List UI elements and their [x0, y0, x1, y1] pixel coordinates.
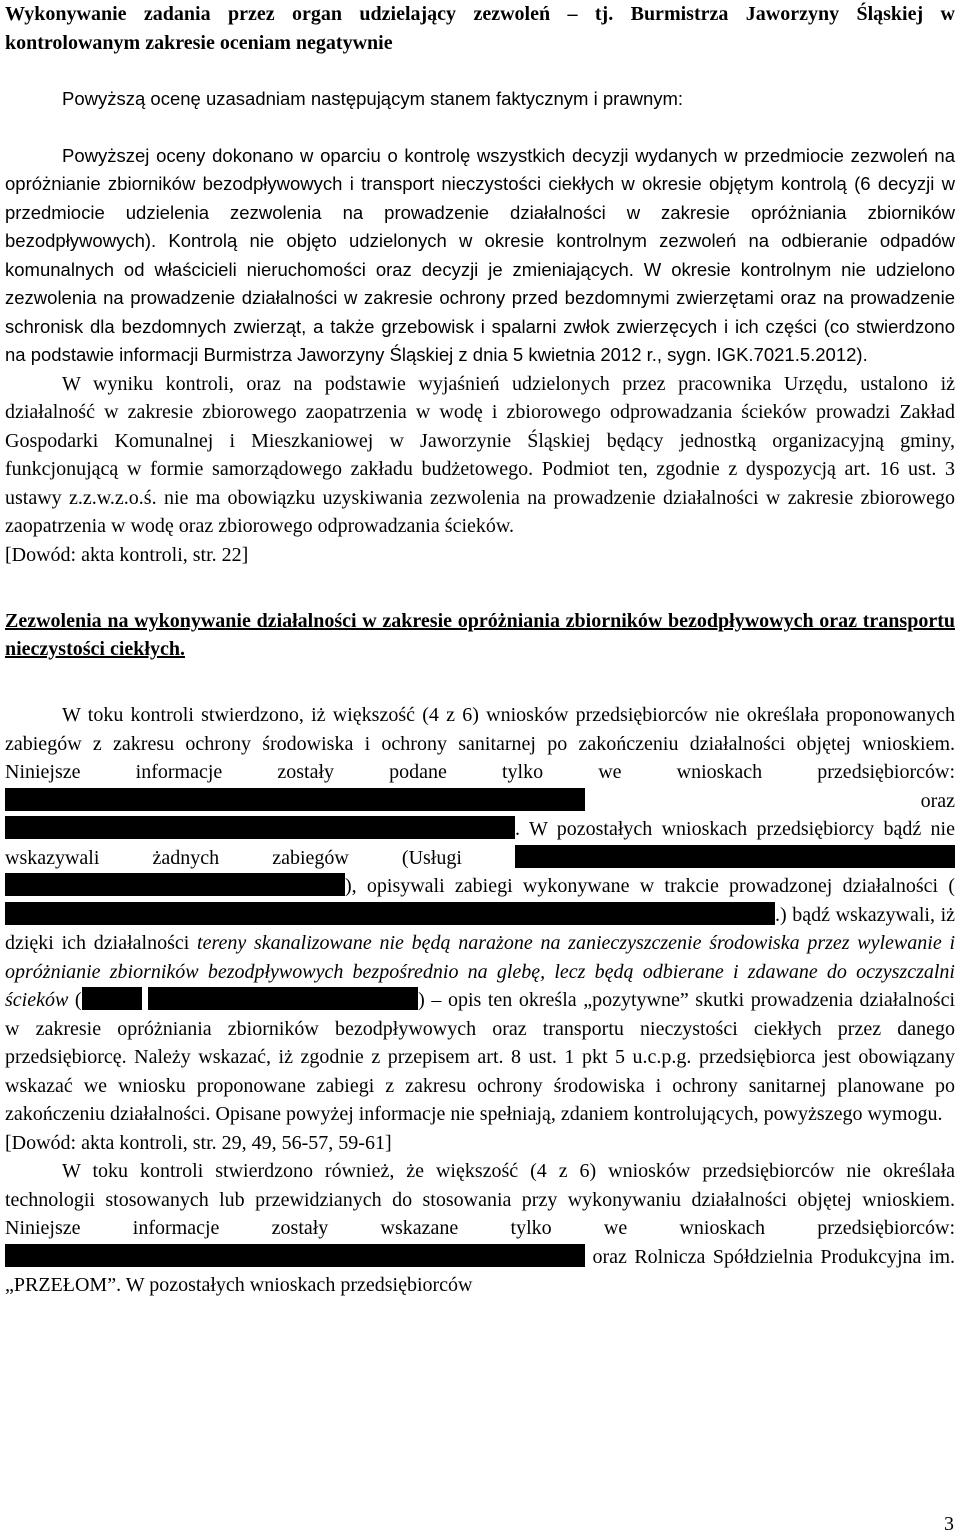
redaction-box [5, 873, 345, 896]
finding-2-text-b: oraz Rolnicza Spółdzielnia Produkcyjna im. „PRZEŁOM”. W pozostałych wnioskach przedsiębiorców [5, 1245, 956, 1296]
finding-2-text-a: W toku kontroli stwierdzono również, że większość (4 z 6) wniosków przedsiębiorców nie określała technologii stosowanych lub przewidzianych do stosowania przy wykonywaniu działalności objętej wnioskiem. Niniejsze informacje zostały wskazane tylko we wnioskach przedsiębiorców: [5, 1160, 955, 1239]
results-text: W wyniku kontroli, oraz na podstawie wyjaśnień udzielonych przez pracownika Urzędu, ustalono iż działalność w zakresie zbiorowego zaopatrzenia w wodę i zbiorowego odprowadzania ścieków prowadzi Zakład Gospodarki Komunalnej i Mieszkaniowej w Jaworzynie Śląskiej będący jednostką organizacyjną gminy, funkcjonującą w formie samorządowego zakładu budżetowego. Podmiot ten, zgodnie z dyspozycją art. 16 ust. 3 ustawy z.z.w.z.o.ś. nie ma obowiązku uzyskiwania zezwolenia na prowadzenie działalności w zakresie zbiorowego zaopatrzenia w wodę oraz zbiorowego odprowadzania ścieków. [5, 372, 955, 537]
justification-intro: Powyższą ocenę uzasadniam następującym stanem faktycznym i prawnym: [62, 88, 684, 109]
top-paragraph: Wykonywanie zadania przez organ udzielający zezwoleń – tj. Burmistrza Jaworzyny Śląskiej w kontrolowanym zakresie oceniam negatywnie [5, 3, 955, 54]
finding-1-paragraph [5, 701, 955, 1157]
redaction-box [5, 1244, 585, 1267]
redaction-box [5, 902, 775, 925]
basis-paragraph: Powyższej oceny dokonano w oparciu o kontrolę wszystkich decyzji wydanych w przedmiocie zezwoleń na opróżnianie zbiorników bezodpływowych i transport nieczystości ciekłych w okresie objętym kontrolą (6 decyzji w przedmiocie udzielenia zezwolenia na prowadzenie działalności w zakresie opróżniania zbiorników bezodpływowych). Kontrolą nie objęto udzielonych w okresie kontrolnym zezwoleń na odbieranie odpadów komunalnych od właścicieli nieruchomości oraz decyzji je zmieniających. W okresie kontrolnym nie udzielono zezwolenia na prowadzenie działalności w zakresie ochrony przed bezdomnymi zwierzętami oraz na prowadzenie schronisk dla bezdomnych zwierząt, a także grzebowisk i spalarni zwłok zwierzęcych i ich części (co stwierdzono na podstawie informacji Burmistrza Jaworzyny Śląskiej z dnia 5 kwietnia 2012 r., sygn. IGK.7021.5.2012). [5, 144, 955, 365]
results-paragraph [5, 370, 955, 570]
section-heading: Zezwolenia na wykonywanie działalności w zakresie opróżniania zbiorników bezodpływowych oraz transportu nieczystości ciekłych. [5, 610, 955, 660]
finding-1-text-e: .) bądź wskazywali, iż dzięki ich działalności [5, 903, 955, 954]
evidence-1: [Dowód: akta kontroli, str. 22] [5, 543, 249, 566]
finding-1-text-a: W toku kontroli stwierdzono, iż większość (4 z 6) wniosków przedsiębiorców nie określała proponowanych zabiegów z zakresu ochrony środowiska i ochrony sanitarnej po zakończeniu działalności objętej wnioskiem. Niniejsze informacje zostały podane tylko we wnioskach przedsiębiorców: [5, 704, 955, 783]
finding-1-text-g: ) – opis ten określa „pozytywne” skutki prowadzenia działalności w zakresie opróżniania zbiorników bezodpływowych oraz transportu nieczystości ciekłych przez danego przedsiębiorcę. Należy wskazać, iż zgodnie z przepisem art. 8 ust. 1 pkt 5 u.c.p.g. przedsiębiorca jest obowiązany wskazać we wniosku proponowane zabiegi z zakresu ochrony środowiska i ochrony sanitarnej planowane po zakończeniu działalności. Opisane powyżej informacje nie spełniają, zdaniem kontrolujących, powyższego wymogu. [5, 989, 956, 1125]
finding-2-paragraph [5, 1157, 955, 1300]
redaction-box [515, 845, 955, 868]
redaction-box [5, 788, 585, 811]
finding-1-text-f: ( [74, 989, 82, 1011]
finding-1-text-c: . W pozostałych wnioskach przedsiębiorcy bądź nie wskazywali żadnych zabiegów (Usługi [5, 818, 955, 869]
document-page [5, 0, 955, 1300]
evidence-2: [Dowód: akta kontroli, str. 29, 49, 56-57, 59-61] [5, 1131, 392, 1154]
redaction-box [5, 816, 515, 839]
redaction-box [82, 987, 142, 1010]
finding-1-text-d: ), opisywali zabiegi wykonywane w trakcie prowadzonej działalności ( [345, 875, 955, 897]
finding-1-quote: tereny skanalizowane nie będą narażone na zanieczyszczenie środowiska przez wylewanie i opróżnianie zbiorników bezodpływowych bezpośrednio na glebę, lecz będą odbierane i zdawane do oczyszczalni ścieków [5, 932, 955, 1011]
redaction-box [148, 987, 418, 1010]
page-number: 3 [944, 1513, 954, 1535]
finding-1-text-b: oraz [920, 789, 955, 812]
